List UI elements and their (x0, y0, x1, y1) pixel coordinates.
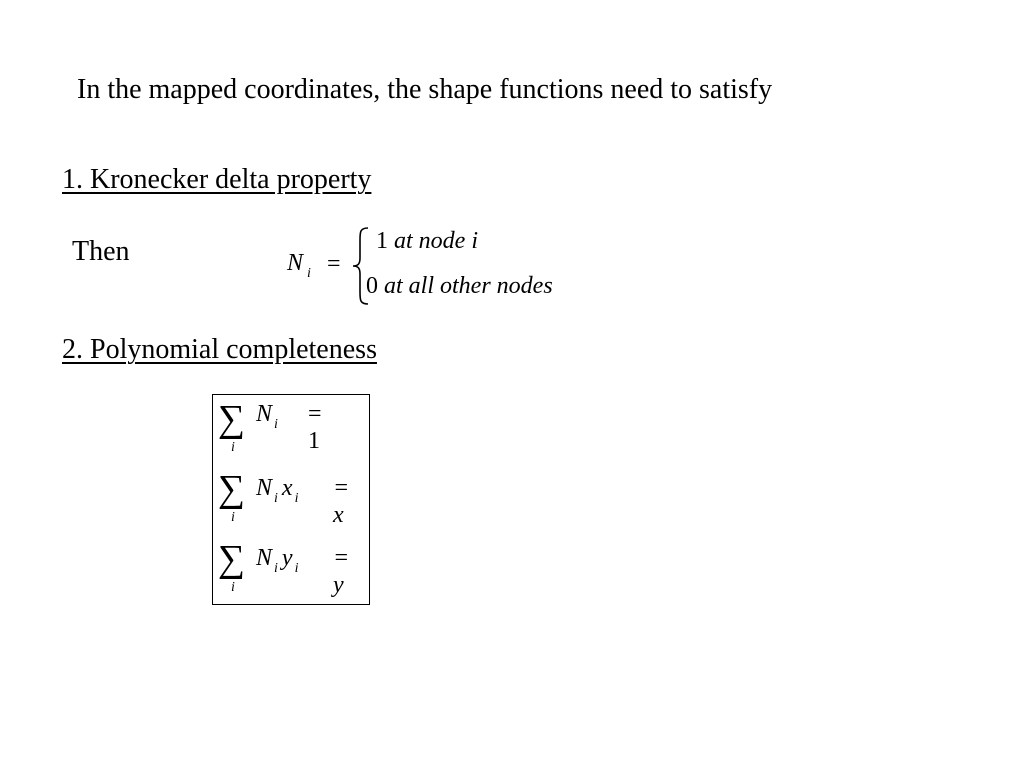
row-1-lhs-sub: i (274, 417, 278, 432)
row-2-lhs-symbol: N (256, 475, 273, 501)
case-2-condition: at all other nodes (384, 273, 553, 299)
row-2-lhs (256, 475, 299, 506)
row-3-lhs-extra-sub: i (294, 561, 299, 576)
row-2-rhs-text: = x (333, 475, 350, 528)
case-2-value: 0 (366, 273, 378, 299)
row-1-rhs: = 1 (308, 401, 322, 454)
sum-index: i (231, 580, 235, 595)
then-label: Then (72, 236, 130, 267)
sum-icon: ∑ (218, 468, 246, 510)
sum-icon: ∑ (218, 398, 246, 440)
piecewise-lhs (287, 250, 311, 281)
sum-index: i (231, 440, 235, 455)
row-3-lhs-symbol: N (256, 545, 273, 571)
case-1-condition: at node i (394, 228, 478, 254)
lhs-symbol: N (287, 250, 304, 276)
piecewise-equals: = (327, 251, 341, 277)
row-3-lhs-sub: i (274, 561, 278, 576)
section-heading-polynomial: 2. Polynomial completeness (62, 334, 377, 365)
row-1-lhs (256, 401, 278, 432)
row-2-lhs-extra: x (281, 475, 293, 501)
row-2-lhs-sub: i (274, 491, 278, 506)
completeness-equations-box (212, 394, 370, 605)
sum-icon: ∑ (218, 538, 246, 580)
lhs-subscript: i (307, 266, 311, 281)
section-heading-kronecker: 1. Kronecker delta property (62, 164, 372, 195)
case-2 (366, 273, 553, 300)
row-3-lhs-extra: y (281, 545, 293, 571)
row-3-rhs-text: = y (333, 545, 350, 598)
row-2-rhs (333, 475, 349, 529)
row-3-lhs (256, 545, 299, 576)
row-3-rhs (333, 545, 349, 599)
row-2-lhs-extra-sub: i (294, 491, 299, 506)
sum-index: i (231, 510, 235, 525)
case-1-value: 1 (376, 228, 388, 254)
case-1 (376, 228, 478, 255)
intro-text: In the mapped coordinates, the shape functions need to satisfy (77, 74, 773, 105)
row-1-lhs-symbol: N (256, 401, 273, 427)
